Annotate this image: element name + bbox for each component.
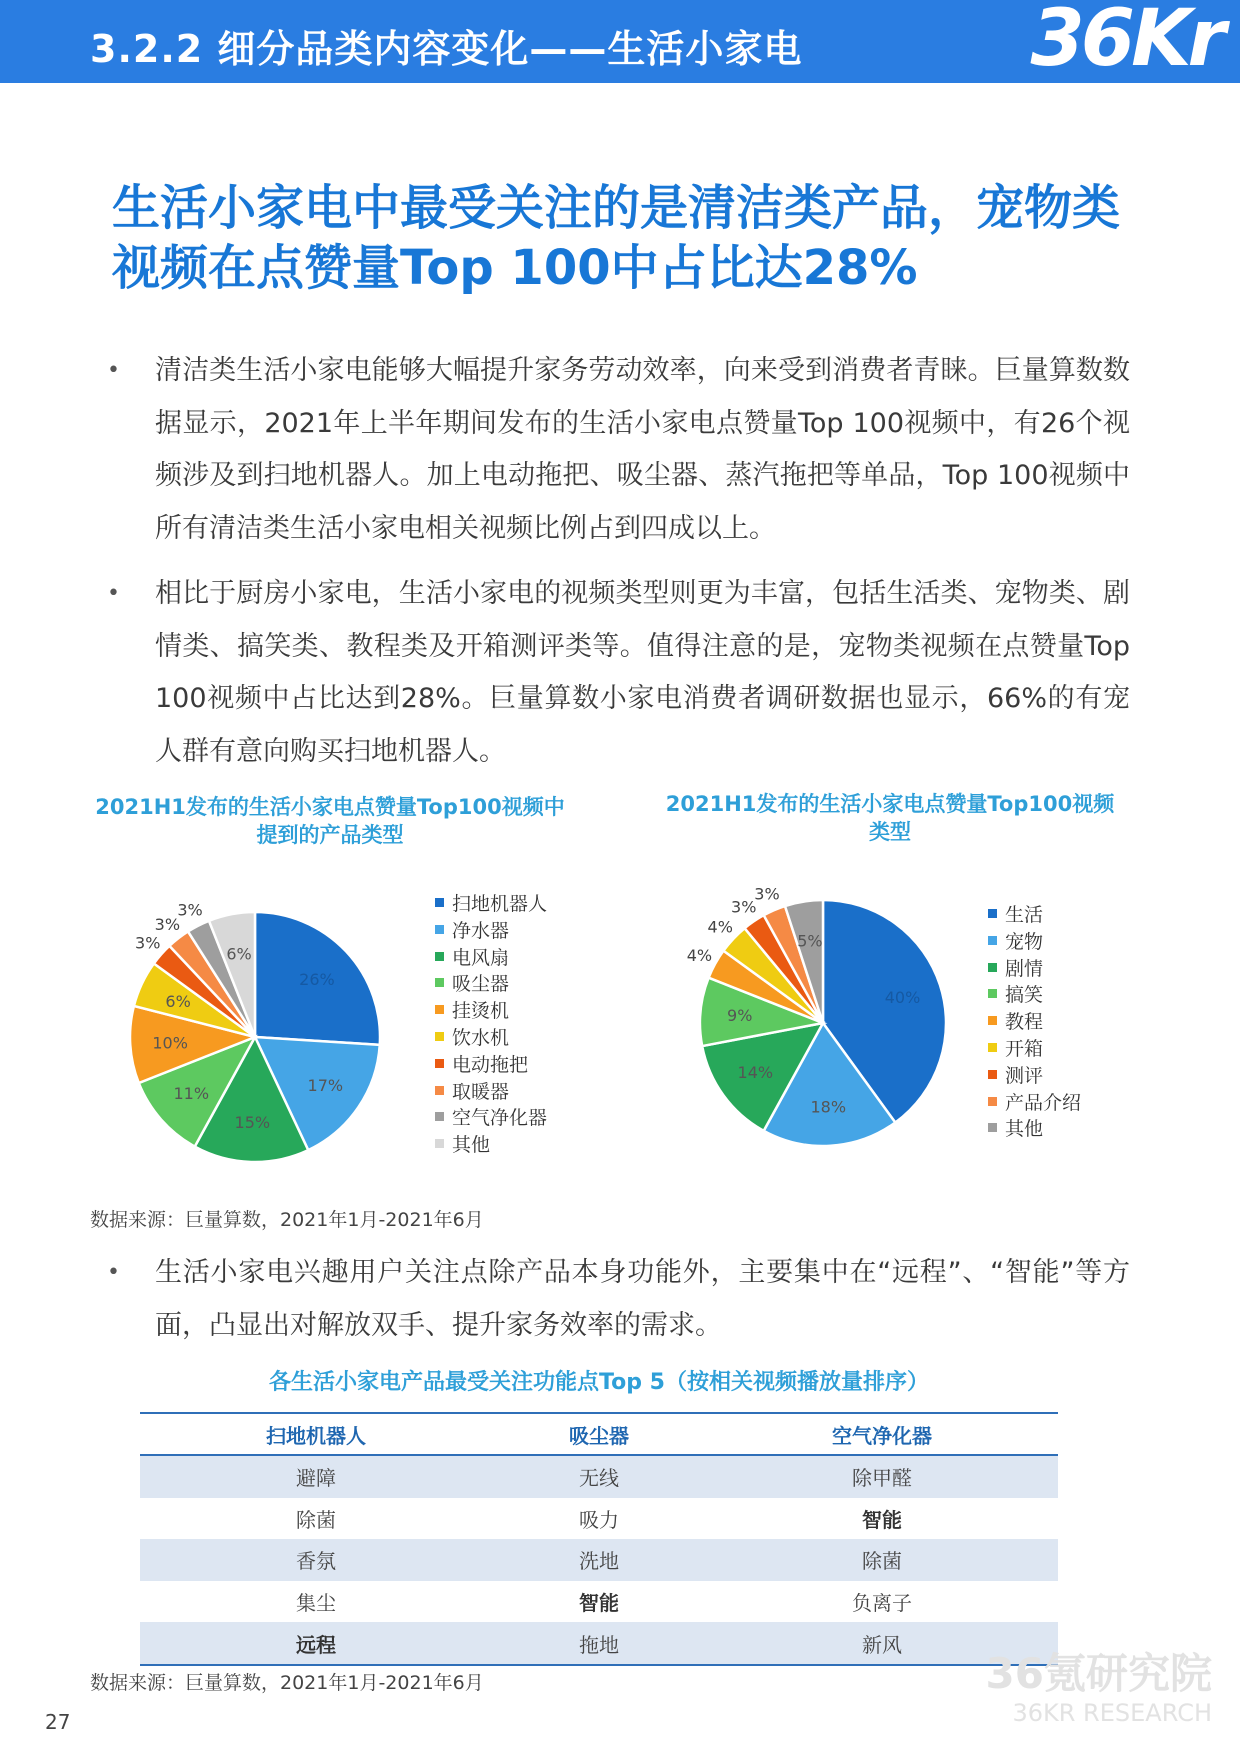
- pie-data-label: 15%: [234, 1112, 271, 1132]
- page-title: 生活小家电中最受关注的是清洁类产品，宠物类视频在点赞量Top 100中占比达28%: [112, 180, 1121, 296]
- legend-item: [988, 929, 1081, 956]
- legend-item: [435, 998, 547, 1025]
- legend-item: [988, 902, 1081, 929]
- legend-swatch: [435, 1112, 444, 1121]
- legend-swatch: [988, 936, 997, 945]
- legend-label: 产品介绍: [1005, 1091, 1082, 1114]
- legend-swatch: [988, 909, 997, 918]
- legend-item: [988, 1063, 1081, 1090]
- legend-swatch: [435, 1005, 444, 1014]
- table-cell: 智能: [578, 1591, 619, 1616]
- legend-item: [435, 1079, 547, 1106]
- table-cell: 香氛: [140, 1539, 492, 1581]
- pie-data-label: 3%: [177, 900, 203, 920]
- table-cell: 除菌: [706, 1539, 1058, 1581]
- pie-data-label: 26%: [299, 969, 335, 989]
- legend-label: 挂烫机: [452, 1000, 510, 1023]
- legend-label: 电动拖把: [452, 1053, 529, 1076]
- legend-swatch: [988, 1123, 997, 1132]
- table-cell: 避障: [140, 1455, 492, 1498]
- table-row: [140, 1622, 1058, 1665]
- watermark-title: 36氪研究院: [985, 1649, 1212, 1698]
- watermark-subtitle: 36KR RESEARCH: [1012, 1699, 1212, 1727]
- pie-data-label: 6%: [226, 944, 252, 964]
- legend-swatch: [988, 963, 997, 972]
- page-number: 27: [45, 1710, 71, 1734]
- pie-data-label: 18%: [810, 1097, 847, 1117]
- pie-data-label: 3%: [754, 885, 780, 904]
- table-cell: 除菌: [296, 1507, 336, 1532]
- pie-data-label: 17%: [307, 1075, 344, 1095]
- pie-data-label: 9%: [727, 1006, 753, 1026]
- brand-logo: [1030, 0, 1232, 84]
- table-row: [140, 1498, 1058, 1540]
- legend-label: 测评: [1005, 1064, 1044, 1087]
- legend-item: [988, 1009, 1081, 1036]
- legend-swatch: [435, 1086, 444, 1095]
- pie-data-label: 5%: [797, 931, 823, 951]
- legend-swatch: [435, 952, 444, 961]
- pie-data-label: 10%: [152, 1033, 188, 1053]
- legend-swatch: [988, 1097, 997, 1106]
- legend-swatch: [435, 978, 444, 987]
- legend-swatch: [988, 1043, 997, 1052]
- column-header: 空气净化器: [706, 1413, 1058, 1455]
- pie-data-label: 4%: [686, 946, 713, 966]
- bullet-item: [100, 1247, 1130, 1352]
- legend-item: [988, 1090, 1081, 1117]
- chart-title-video-types: 2021H1发布的生活小家电点赞量Top100视频类型: [665, 792, 1115, 844]
- table-row: [140, 1539, 1058, 1581]
- table-row: [140, 1581, 1058, 1623]
- legend-label: 搞笑: [1005, 984, 1044, 1007]
- legend-label: 取暖器: [452, 1080, 510, 1103]
- legend-item: [988, 1116, 1081, 1143]
- bullet-item: [100, 568, 1130, 778]
- bullet-list-2: [100, 1247, 1130, 1365]
- legend-label: 其他: [452, 1134, 491, 1157]
- bullet-item: [100, 345, 1130, 555]
- table-cell: 集尘: [296, 1591, 336, 1616]
- legend-swatch: [435, 1139, 444, 1148]
- table-cell: 洗地: [492, 1539, 706, 1581]
- bullet-text: 清洁类生活小家电能够大幅提升家务劳动效率，向来受到消费者青睐。巨量算数数据显示，2021年上半年期间发布的生活小家电点赞量Top 100视频中，有26个视频涉及到扫地机器人。加上电动拖把、吸尘器、蒸汽拖把等单品，Top 100视频中所有清洁类生活小家电相关视频比例占到四成以上。: [155, 355, 1130, 544]
- legend-swatch: [988, 1016, 997, 1025]
- feature-table: [140, 1412, 1058, 1666]
- legend-item: [435, 971, 547, 998]
- table-cell: 无线: [492, 1455, 706, 1498]
- legend-products: [435, 891, 547, 1159]
- legend-item: [435, 918, 547, 945]
- legend-label: 吸尘器: [452, 973, 510, 996]
- pie-data-label: 3%: [135, 933, 161, 953]
- legend-label: 空气净化器: [452, 1107, 548, 1130]
- legend-item: [435, 1025, 547, 1052]
- pie-data-label: 14%: [737, 1063, 774, 1083]
- section-title: 3.2.2 细分品类内容变化——生活小家电: [90, 27, 803, 71]
- legend-label: 宠物: [1005, 930, 1044, 953]
- table-row: [140, 1455, 1058, 1498]
- chart-title-products: 2021H1发布的生活小家电点赞量Top100视频中提到的产品类型: [95, 795, 565, 847]
- legend-label: 生活: [1005, 904, 1044, 926]
- legend-item: [435, 1105, 547, 1132]
- legend-label: 剧情: [1005, 957, 1044, 980]
- bullet-list: [100, 345, 1130, 791]
- legend-swatch: [435, 1032, 444, 1041]
- pie-chart-video-types: [680, 885, 980, 1185]
- data-source-note: 数据来源：巨量算数，2021年1月-2021年6月: [90, 1672, 484, 1694]
- legend-swatch: [435, 925, 444, 934]
- table-cell: 智能: [861, 1507, 902, 1532]
- legend-label: 教程: [1005, 1011, 1044, 1034]
- legend-item: [988, 1036, 1081, 1063]
- pie-data-label: 4%: [707, 917, 733, 937]
- legend-item: [435, 891, 547, 918]
- table-cell: 负离子: [851, 1591, 912, 1616]
- legend-video-types: [988, 902, 1081, 1143]
- pie-data-label: 3%: [154, 915, 181, 935]
- table-title: 各生活小家电产品最受关注功能点Top 5（按相关视频播放量排序）: [269, 1370, 929, 1395]
- pie-chart-products: [100, 880, 400, 1180]
- legend-label: 扫地机器人: [452, 893, 548, 915]
- bullet-dot-icon: •: [107, 1260, 120, 1285]
- bullet-dot-icon: •: [107, 358, 120, 383]
- legend-item: [988, 956, 1081, 983]
- table-cell: 拖地: [492, 1622, 706, 1665]
- pie-data-label: 3%: [731, 897, 757, 917]
- legend-label: 开箱: [1005, 1037, 1044, 1060]
- legend-swatch: [435, 898, 444, 907]
- legend-label: 饮水机: [452, 1026, 510, 1049]
- table-cell: 远程: [140, 1622, 492, 1665]
- pie-data-label: 6%: [165, 991, 191, 1011]
- legend-swatch: [988, 989, 997, 998]
- column-header: 吸尘器: [492, 1413, 706, 1455]
- table-cell: 除甲醛: [706, 1455, 1058, 1498]
- bullet-text: 生活小家电兴趣用户关注点除产品本身功能外，主要集中在“远程”、“智能”等方面，凸显出对解放双手、提升家务效率的需求。: [155, 1257, 1130, 1341]
- data-source-note: 数据来源：巨量算数，2021年1月-2021年6月: [90, 1209, 484, 1231]
- pie-data-label: 11%: [173, 1084, 210, 1104]
- bullet-dot-icon: •: [107, 581, 120, 606]
- legend-label: 其他: [1005, 1118, 1044, 1141]
- logo-text: 36Kr: [1030, 0, 1222, 84]
- header-bar: [0, 0, 1240, 83]
- pie-data-label: 40%: [884, 988, 921, 1008]
- legend-item: [435, 1132, 547, 1159]
- legend-swatch: [435, 1059, 444, 1068]
- table-header-row: [140, 1413, 1058, 1455]
- legend-item: [435, 1052, 547, 1079]
- table-cell: 新风: [706, 1622, 1058, 1665]
- bullet-text: 相比于厨房小家电，生活小家电的视频类型则更为丰富，包括生活类、宠物类、剧情类、搞笑类、教程类及开箱测评类等。值得注意的是，宠物类视频在点赞量Top 100视频中占比达到28%。巨量算数小家电消费者调研数据也显示，66%的有宠人群有意向购买扫地机器人。: [155, 578, 1130, 767]
- legend-label: 电风扇: [452, 946, 510, 969]
- legend-swatch: [988, 1070, 997, 1079]
- legend-item: [435, 945, 547, 972]
- column-header: 扫地机器人: [140, 1413, 492, 1455]
- watermark: [986, 1650, 1212, 1728]
- legend-item: [988, 982, 1081, 1009]
- table-cell: 吸力: [578, 1507, 619, 1532]
- legend-label: 净水器: [452, 919, 510, 942]
